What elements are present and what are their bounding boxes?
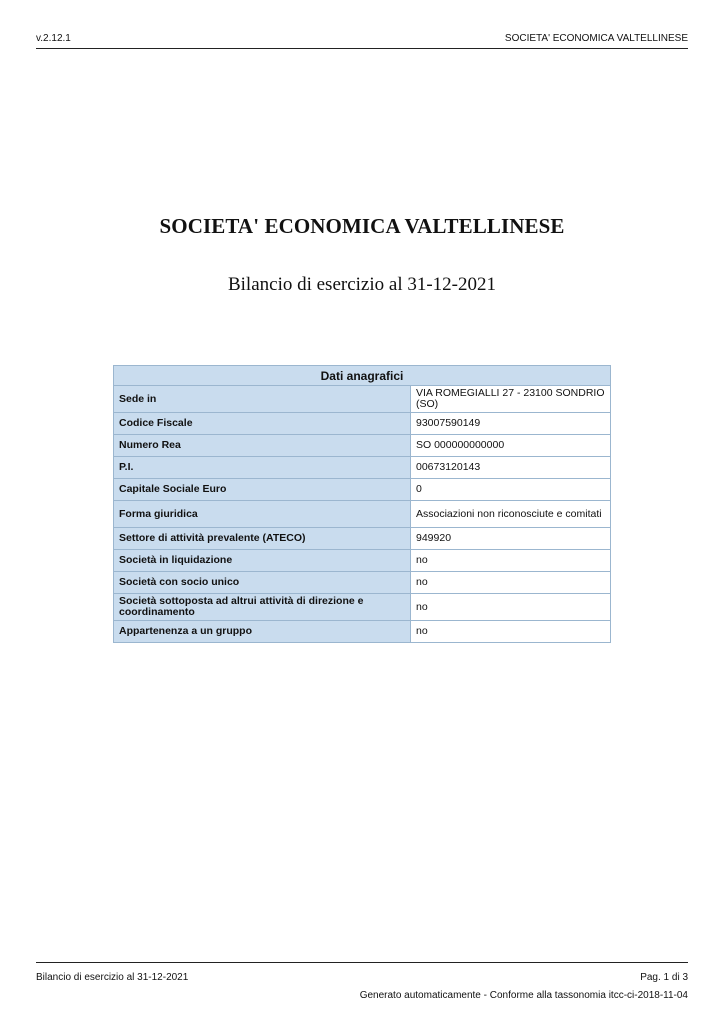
row-value: no bbox=[411, 594, 611, 621]
row-value: SO 000000000000 bbox=[411, 435, 611, 457]
row-label: Forma giuridica bbox=[114, 501, 411, 528]
table-header-row bbox=[114, 366, 611, 386]
table-row bbox=[114, 479, 611, 501]
header-company-name: SOCIETA' ECONOMICA VALTELLINESE bbox=[504, 33, 688, 44]
dati-anagrafici-table bbox=[113, 365, 611, 643]
document-subtitle: Bilancio di esercizio al 31-12-2021 bbox=[227, 274, 497, 295]
row-value: 93007590149 bbox=[411, 413, 611, 435]
table-row bbox=[114, 594, 611, 621]
table-row bbox=[114, 528, 611, 550]
row-label: Numero Rea bbox=[114, 435, 411, 457]
page-number: Pag. 1 di 3 bbox=[640, 972, 688, 983]
row-value: no bbox=[411, 572, 611, 594]
table-row bbox=[114, 621, 611, 643]
generation-note: Generato automaticamente - Conforme alla tassonomia itcc-ci-2018-11-04 bbox=[359, 990, 688, 1001]
table-row bbox=[114, 413, 611, 435]
row-label: Sede in bbox=[114, 386, 411, 413]
document-title: SOCIETA' ECONOMICA VALTELLINESE bbox=[159, 214, 565, 238]
table-heading: Dati anagrafici bbox=[114, 366, 611, 386]
row-value: 00673120143 bbox=[411, 457, 611, 479]
row-label: P.I. bbox=[114, 457, 411, 479]
table-row bbox=[114, 550, 611, 572]
row-label: Capitale Sociale Euro bbox=[114, 479, 411, 501]
row-label: Appartenenza a un gruppo bbox=[114, 621, 411, 643]
table-row bbox=[114, 572, 611, 594]
page-footer bbox=[36, 962, 688, 1001]
row-value: no bbox=[411, 550, 611, 572]
row-label: Codice Fiscale bbox=[114, 413, 411, 435]
row-value: 0 bbox=[411, 479, 611, 501]
table-row bbox=[114, 501, 611, 528]
row-value: Associazioni non riconosciute e comitati bbox=[411, 501, 611, 528]
page-header bbox=[36, 33, 688, 49]
row-label: Società sottoposta ad altrui attività di direzione e coordinamento bbox=[114, 594, 411, 621]
row-value: 949920 bbox=[411, 528, 611, 550]
footer-document-label: Bilancio di esercizio al 31-12-2021 bbox=[36, 972, 189, 983]
table-row bbox=[114, 435, 611, 457]
row-label: Settore di attività prevalente (ATECO) bbox=[114, 528, 411, 550]
table-row bbox=[114, 386, 611, 413]
row-label: Società in liquidazione bbox=[114, 550, 411, 572]
version-label: v.2.12.1 bbox=[36, 33, 71, 44]
table-row bbox=[114, 457, 611, 479]
row-label: Società con socio unico bbox=[114, 572, 411, 594]
row-value: VIA ROMEGIALLI 27 - 23100 SONDRIO (SO) bbox=[411, 386, 611, 413]
row-value: no bbox=[411, 621, 611, 643]
